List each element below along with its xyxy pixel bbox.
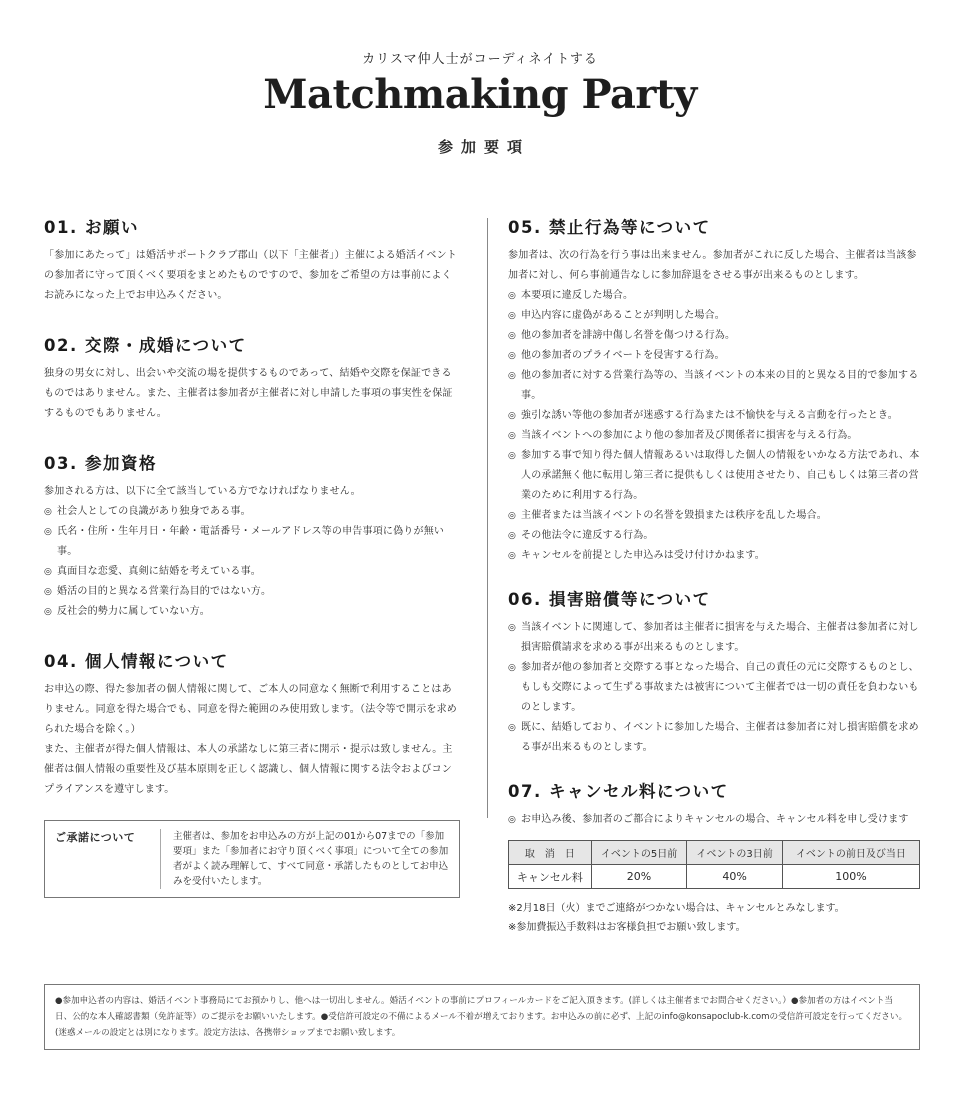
table-header-row (509, 841, 920, 865)
table-header-cell: イベントの5日前 (591, 841, 687, 865)
section-04 (44, 648, 459, 800)
section-02-text: 独身の男女に対し、出会いや交流の場を提供するものであって、結婚や交際を保証できるものではありません。また、主催者は参加者が主催者に対し申請した事項の事実性を保証するものでもありません。 (44, 368, 453, 419)
footer-text: ●参加申込者の内容は、婚活イベント事務局にてお預かりし、他へは一切出しません。婚活イベントの事前にプロフィールカードをご記入頂きます。(詳しくは主催者までお問合せください。）●参加者の方はイベント当日、公的な本人確認書類（免許証等）のご提示をお願いいたします。●受信許可設定の不備によるメール不着が増えております。お申込みの前に必ず、上記のinfo@konsapoclub-k.comの受信許可設定を行ってください。(迷惑メールの設定とは別になります。設定方法は、各携帯ショップまでお願い致します。 (55, 996, 908, 1038)
section-07 (508, 778, 920, 937)
section-04-text-1: お申込の際、得た参加者の個人情報に関して、ご本人の同意なく無断で利用することはありません。同意を得た場合でも、同意を得た範囲のみ使用致します。（法令等で開示を求められた場合を除く。） (44, 684, 457, 735)
section-07-title: 07. キャンセル料について (508, 782, 729, 801)
list-item: ◎ 参加者が他の参加者と交際する事となった場合、自己の責任の元に交際するものとし、もしも交際によって生ずる事故または被害について主催者では一切の責任を負わないものとします。 (508, 658, 920, 718)
right-column (508, 214, 920, 959)
section-03-intro: 参加される方は、以下に全て該当している方でなければなりません。 (44, 486, 361, 497)
list-item: ◎ 他の参加者のプライベートを侵害する行為。 (508, 346, 920, 366)
list-item: ◎ 反社会的勢力に属していない方。 (44, 602, 459, 622)
table-row (509, 865, 920, 889)
table-cell: キャンセル料 (509, 865, 592, 889)
list-item: ◎ 社会人としての良識があり独身である事。 (44, 502, 459, 522)
column-divider (487, 218, 488, 818)
section-03 (44, 450, 459, 622)
list-item: ◎ キャンセルを前提とした申込みは受け付けかねます。 (508, 546, 920, 566)
page-title: Matchmaking Party (263, 71, 697, 118)
table-header-cell: イベントの前日及び当日 (782, 841, 919, 865)
cancellation-note-2: ※参加費振込手数料はお客様負担でお願い致します。 (508, 922, 746, 933)
page-heading: 参加要項 (437, 138, 530, 156)
left-column (44, 214, 469, 959)
list-item: ◎ 婚活の目的と異なる営業行為目的ではない方。 (44, 582, 459, 602)
list-item: ◎ 他の参加者に対する営業行為等の、当該イベントの本来の目的と異なる目的で参加する事。 (508, 366, 920, 406)
list-item: ◎ その他法令に違反する行為。 (508, 526, 920, 546)
section-06 (508, 586, 920, 758)
cancellation-fee-table (508, 840, 920, 889)
list-item: ◎ 他の参加者を誹謗中傷し名誉を傷つける行為。 (508, 326, 920, 346)
section-02 (44, 332, 459, 424)
consent-notice-text: 主催者は、参加をお申込みの方が上記の01から07までの「参加要項」また「参加者にお守り頂くべく事項」について全ての参加者がよく読み理解して、すべて同意・承諾したものとしてお申込みを受付いたします。 (160, 829, 459, 889)
section-05-intro: 参加者は、次の行為を行う事は出来ません。参加者がこれに反した場合、主催者は当該参加者に対し、何ら事前通告なしに参加辞退をさせる事が出来るものとします。 (508, 250, 917, 281)
table-cell: 100% (782, 865, 919, 889)
list-item: ◎ 申込内容に虚偽があることが判明した場合。 (508, 306, 920, 326)
section-02-title: 02. 交際・成婚について (44, 336, 247, 355)
list-item: ◎ 主催者または当該イベントの名誉を毀損または秩序を乱した場合。 (508, 506, 920, 526)
cancellation-note-1: ※2月18日（火）までご連絡がつかない場合は、キャンセルとみなします。 (508, 903, 845, 914)
section-05-title: 05. 禁止行為等について (508, 218, 711, 237)
list-item: ◎ 既に、結婚しており、イベントに参加した場合、主催者は参加者に対し損害賠償を求める事が出来るものとします。 (508, 718, 920, 758)
section-06-title: 06. 損害賠償等について (508, 590, 711, 609)
header (0, 0, 960, 157)
section-01-title: 01. お願い (44, 218, 139, 237)
list-item: ◎ 本要項に違反した場合。 (508, 286, 920, 306)
list-item: ◎ お申込み後、参加者のご都合によりキャンセルの場合、キャンセル料を申し受けます (508, 810, 920, 830)
section-01 (44, 214, 459, 306)
list-item: ◎ 当該イベントへの参加により他の参加者及び関係者に損害を与える行為。 (508, 426, 920, 446)
table-header-cell: 取 消 日 (509, 841, 592, 865)
table-cell: 20% (591, 865, 687, 889)
section-03-title: 03. 参加資格 (44, 454, 157, 473)
section-01-text: 「参加にあたって」は婚活サポートクラブ郡山（以下「主催者」）主催による婚活イベントの参加者に守って頂くべく要項をまとめたものですので、参加をご希望の方は事前によくお読みになった上でお申込みください。 (44, 250, 457, 301)
list-item: ◎ 当該イベントに関連して、参加者は主催者に損害を与えた場合、主催者は参加者に対し損害賠償請求を求める事が出来るものとします。 (508, 618, 920, 658)
list-item: ◎ 強引な誘い等他の参加者が迷惑する行為または不愉快を与える言動を行ったとき。 (508, 406, 920, 426)
consent-notice-label: ご承諾について (55, 831, 136, 844)
table-cell: 40% (687, 865, 783, 889)
subtitle: カリスマ仲人士がコーディネイトする (362, 52, 598, 67)
consent-notice-box (44, 820, 460, 898)
content-columns (44, 214, 920, 959)
list-item: ◎ 参加する事で知り得た個人情報あるいは取得した個人の情報をいかなる方法であれ、本人の承諾無く他に転用し第三者に提供もしくは使用させたり、自己もしくは第三者の営業のために利用する行為。 (508, 446, 920, 506)
list-item: ◎ 真面目な恋愛、真剣に結婚を考えている事。 (44, 562, 459, 582)
footer-notice (44, 984, 920, 1050)
section-05 (508, 214, 920, 566)
section-04-text-2: また、主催者が得た個人情報は、本人の承諾なしに第三者に開示・提示は致しません。主催者は個人情報の重要性及び基本原則を正しく認識し、個人情報に関する法令およびコンプライアンスを遵守します。 (44, 744, 453, 795)
table-header-cell: イベントの3日前 (687, 841, 783, 865)
list-item: ◎ 氏名・住所・生年月日・年齢・電話番号・メールアドレス等の申告事項に偽りが無い事。 (44, 522, 459, 562)
section-04-title: 04. 個人情報について (44, 652, 229, 671)
